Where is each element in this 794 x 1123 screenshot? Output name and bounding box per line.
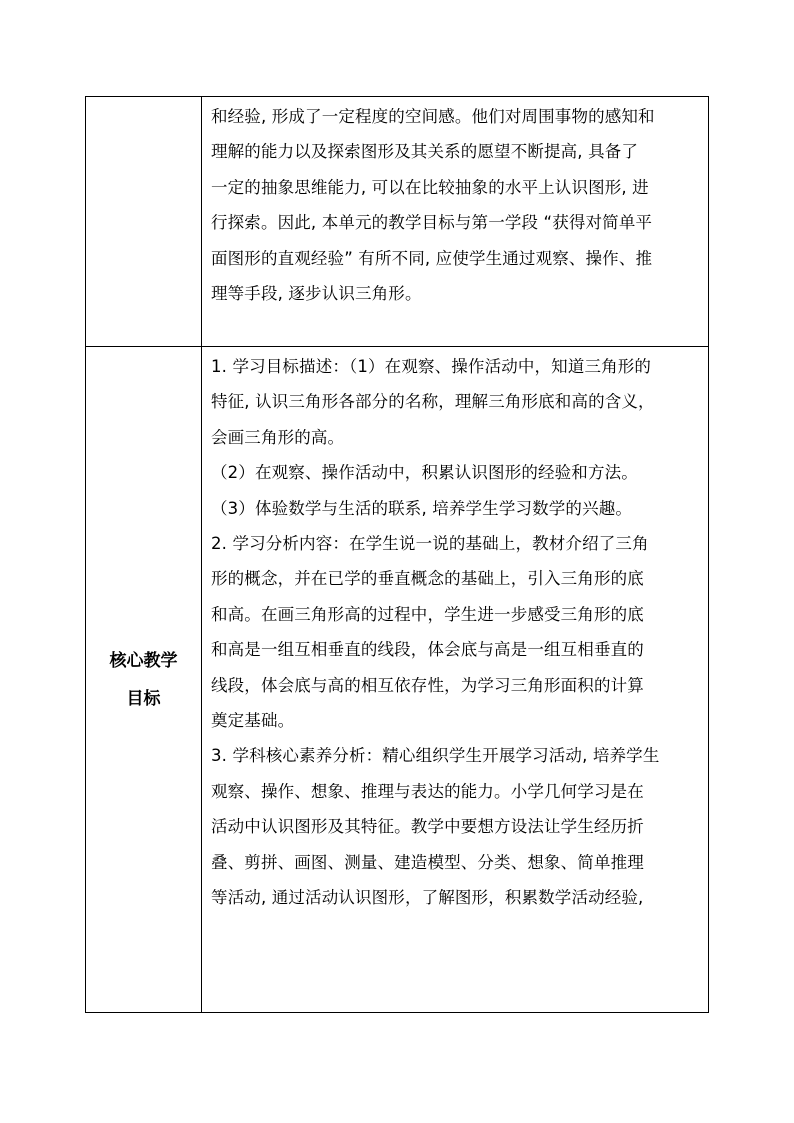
lesson-plan-table bbox=[85, 96, 709, 1013]
paragraph-line: 和经验, 形成了一定程度的空间感。他们对周围事物的感知和 bbox=[211, 107, 655, 126]
paragraph-line: 1. 学习目标描述：（1）在观察、操作活动中，知道三角形的 bbox=[211, 357, 652, 376]
paragraph-line: 会画三角形的高。 bbox=[211, 427, 345, 447]
table-row bbox=[86, 347, 709, 1013]
table-row bbox=[86, 97, 709, 347]
paragraph-line: 一定的抽象思维能力, 可以在比较抽象的水平上认识图形, 进 bbox=[211, 177, 649, 197]
paragraph-line: 观察、操作、想象、推理与表达的能力。小学几何学习是在 bbox=[211, 781, 644, 801]
paragraph-line: 行探索。因此, 本单元的教学目标与第一学段 “获得对简单平 bbox=[211, 213, 653, 233]
paragraph-line: （3）体验数学与生活的联系, 培养学生学习数学的兴趣。 bbox=[211, 498, 633, 518]
paragraph-line: 理等手段, 逐步认识三角形。 bbox=[211, 284, 422, 304]
row1-content-cell bbox=[202, 97, 709, 347]
paragraph-line: 2. 学习分析内容：在学生说一说的基础上，教材介绍了三角 bbox=[211, 534, 649, 554]
paragraph-line: （2）在观察、操作活动中，积累认识图形的经验和方法。 bbox=[211, 463, 638, 483]
paragraph-line: 等活动, 通过活动认识图形，了解图形，积累数学活动经验, bbox=[211, 888, 644, 908]
paragraph-line: 活动中认识图形及其特征。教学中要想方设法让学生经历折 bbox=[211, 817, 644, 837]
paragraph-line: 叠、剪拼、画图、测量、建造模型、分类、想象、简单推理 bbox=[211, 852, 644, 872]
row2-label-line2: 目标 bbox=[126, 688, 161, 709]
paragraph-line: 线段，体会底与高的相互依存性，为学习三角形面积的计算 bbox=[211, 675, 644, 695]
row2-content-cell bbox=[202, 347, 709, 1013]
paragraph-line: 面图形的直观经验” 有所不同, 应使学生通过观察、操作、推 bbox=[211, 248, 653, 268]
row2-label-cell bbox=[86, 347, 202, 1013]
paragraph-line: 形的概念，并在已学的垂直概念的基础上，引入三角形的底 bbox=[211, 569, 644, 589]
paragraph-line: 奠定基础。 bbox=[211, 711, 295, 731]
row2-label-line1: 核心教学 bbox=[109, 650, 178, 671]
paragraph-line: 3. 学科核心素养分析：精心组织学生开展学习活动, 培养学生 bbox=[211, 746, 660, 766]
paragraph-line: 理解的能力以及探索图形及其关系的愿望不断提高, 具备了 bbox=[211, 142, 639, 162]
paragraph-line: 和高。在画三角形高的过程中，学生进一步感受三角形的底 bbox=[211, 604, 644, 624]
row1-label-cell bbox=[86, 97, 202, 347]
paragraph-line: 特征, 认识三角形各部分的名称，理解三角形底和高的含义， bbox=[211, 392, 655, 412]
paragraph-line: 和高是一组互相垂直的线段，体会底与高是一组互相垂直的 bbox=[211, 640, 644, 660]
